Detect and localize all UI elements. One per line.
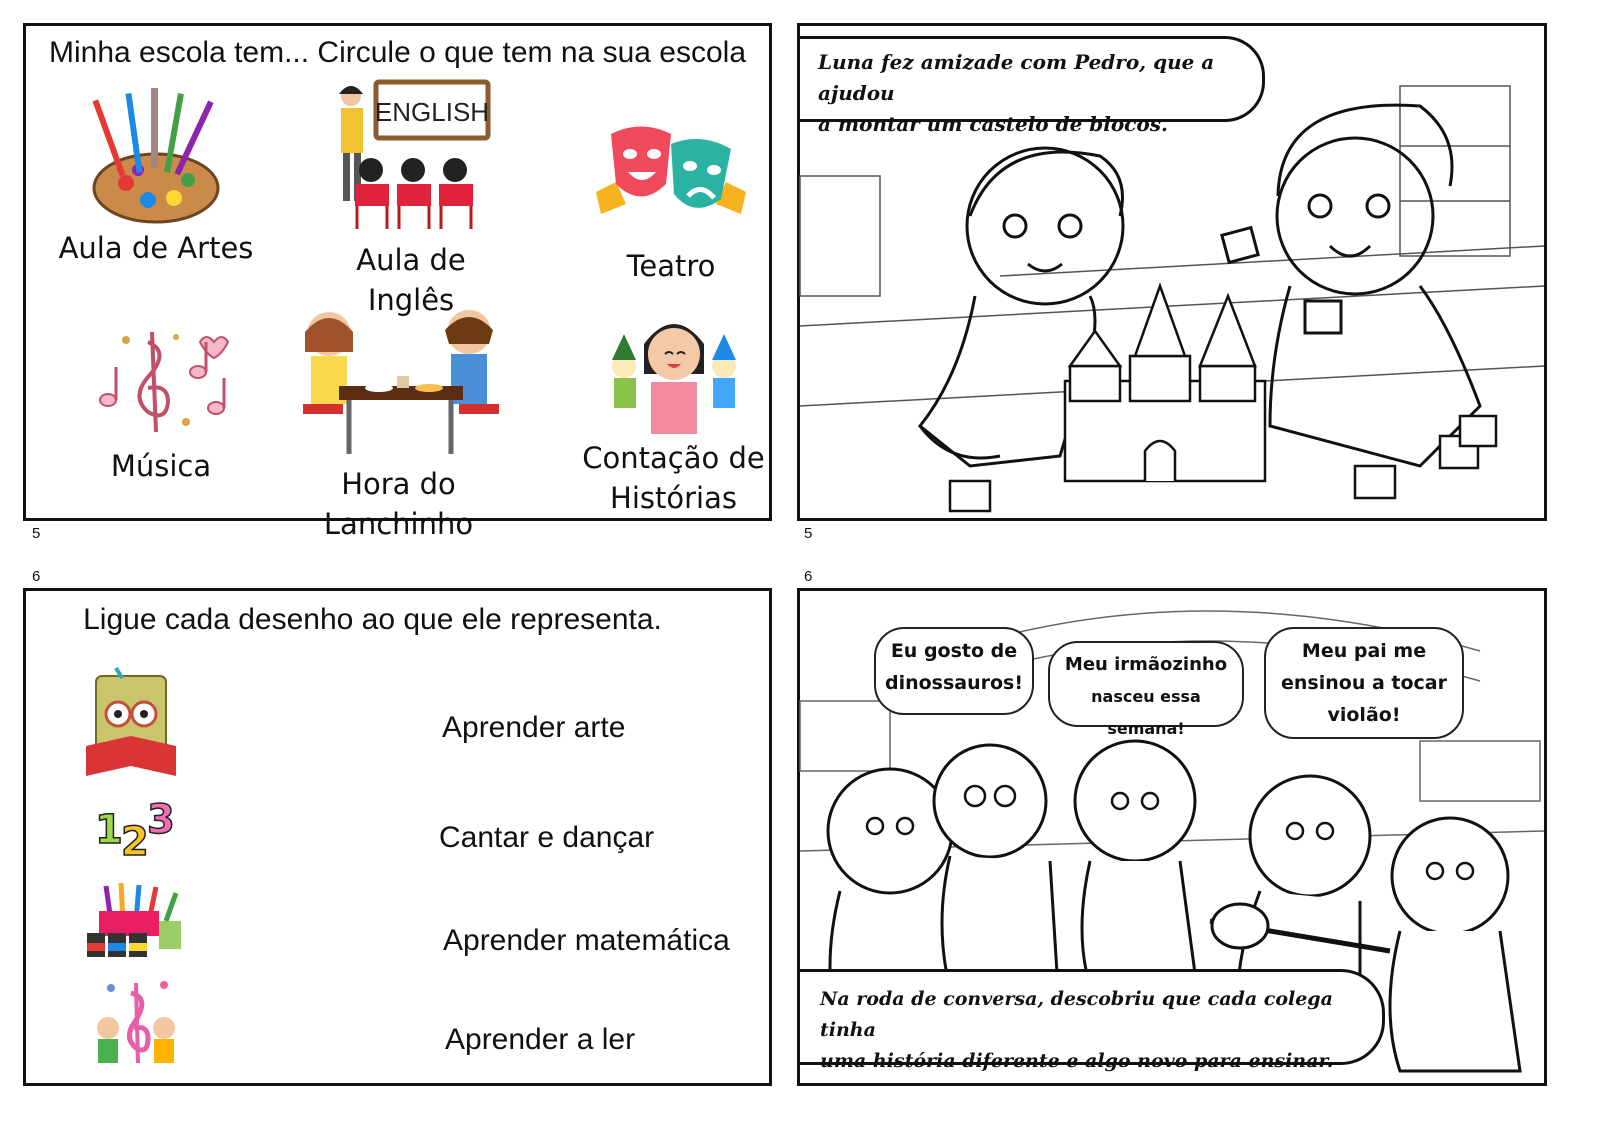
english-board-text: ENGLISH	[374, 97, 490, 127]
theater-masks-icon	[586, 114, 756, 232]
item-music	[66, 322, 256, 486]
speech-bubble-dinosaurs	[874, 627, 1034, 715]
caption-line: a montar um castelo de blocos.	[818, 112, 1168, 136]
match-label: Cantar e dançar	[439, 821, 655, 854]
circle-activity-title: Minha escola tem... Circule o que tem na sua escola	[48, 36, 747, 69]
item-snack-time	[266, 304, 531, 544]
puppet-storyteller-icon	[599, 304, 749, 434]
page-number: 5	[32, 525, 41, 542]
item-label: Hora do Lanchinho	[323, 467, 474, 541]
item-theater	[571, 114, 771, 286]
match-activity-panel	[23, 588, 772, 1086]
match-label: Aprender a ler	[445, 1023, 636, 1056]
item-art-class	[56, 88, 256, 268]
art-supplies-icon	[81, 881, 191, 961]
caption-line: Luna fez amizade com Pedro, que a ajudou	[818, 50, 1215, 105]
story-caption-bubble-1	[800, 36, 1265, 136]
story-caption-bubble-2	[800, 969, 1385, 1072]
svg-text:2: 2	[121, 819, 149, 865]
caption-line: Na roda de conversa, descobriu que cada colega tinha	[820, 988, 1333, 1041]
reading-book-icon	[76, 666, 186, 781]
bubble-line: Meu irmãozinho	[1064, 654, 1228, 675]
music-notes-icon	[86, 322, 236, 442]
page-number: 6	[804, 568, 813, 585]
circle-activity-panel	[23, 23, 772, 541]
story-panel-1	[797, 23, 1547, 521]
item-storytelling	[576, 304, 771, 518]
item-label: Aula de Inglês	[356, 243, 466, 317]
item-label: Teatro	[626, 249, 716, 283]
item-label: Aula de Artes	[58, 231, 254, 265]
snack-table-icon	[279, 304, 519, 464]
match-label: Aprender matemática	[443, 924, 730, 957]
match-label: Aprender arte	[442, 711, 626, 744]
numbers-123-icon	[91, 793, 181, 863]
bubble-line: ensinou a tocar	[1281, 672, 1447, 694]
page-number: 6	[32, 568, 41, 585]
speech-bubble-guitar	[1264, 627, 1464, 739]
music-kids-icon	[86, 973, 186, 1073]
bubble-line: violão!	[1327, 704, 1401, 726]
item-label: Música	[110, 449, 212, 483]
page-number: 5	[804, 525, 813, 542]
speech-bubble-brother	[1048, 641, 1244, 738]
bubble-line: dinossauros!	[884, 672, 1024, 694]
match-activity-title: Ligue cada desenho ao que ele representa.	[83, 603, 662, 636]
english-class-icon	[321, 74, 501, 232]
svg-text:3: 3	[147, 797, 175, 843]
bubble-line: Eu gosto de	[890, 640, 1018, 662]
item-label-line1: Contação de	[582, 441, 765, 475]
story-panel-2	[797, 588, 1547, 1086]
caption-line: uma história diferente e algo novo para ensinar.	[820, 1050, 1334, 1072]
item-label	[576, 438, 771, 518]
svg-text:1: 1	[95, 807, 123, 853]
bubble-line: Meu pai me	[1301, 640, 1427, 662]
art-palette-icon	[76, 88, 236, 228]
item-label-line2: Histórias	[610, 481, 737, 515]
bubble-line: nasceu essa semana!	[1091, 687, 1201, 738]
item-english-class	[311, 74, 511, 320]
